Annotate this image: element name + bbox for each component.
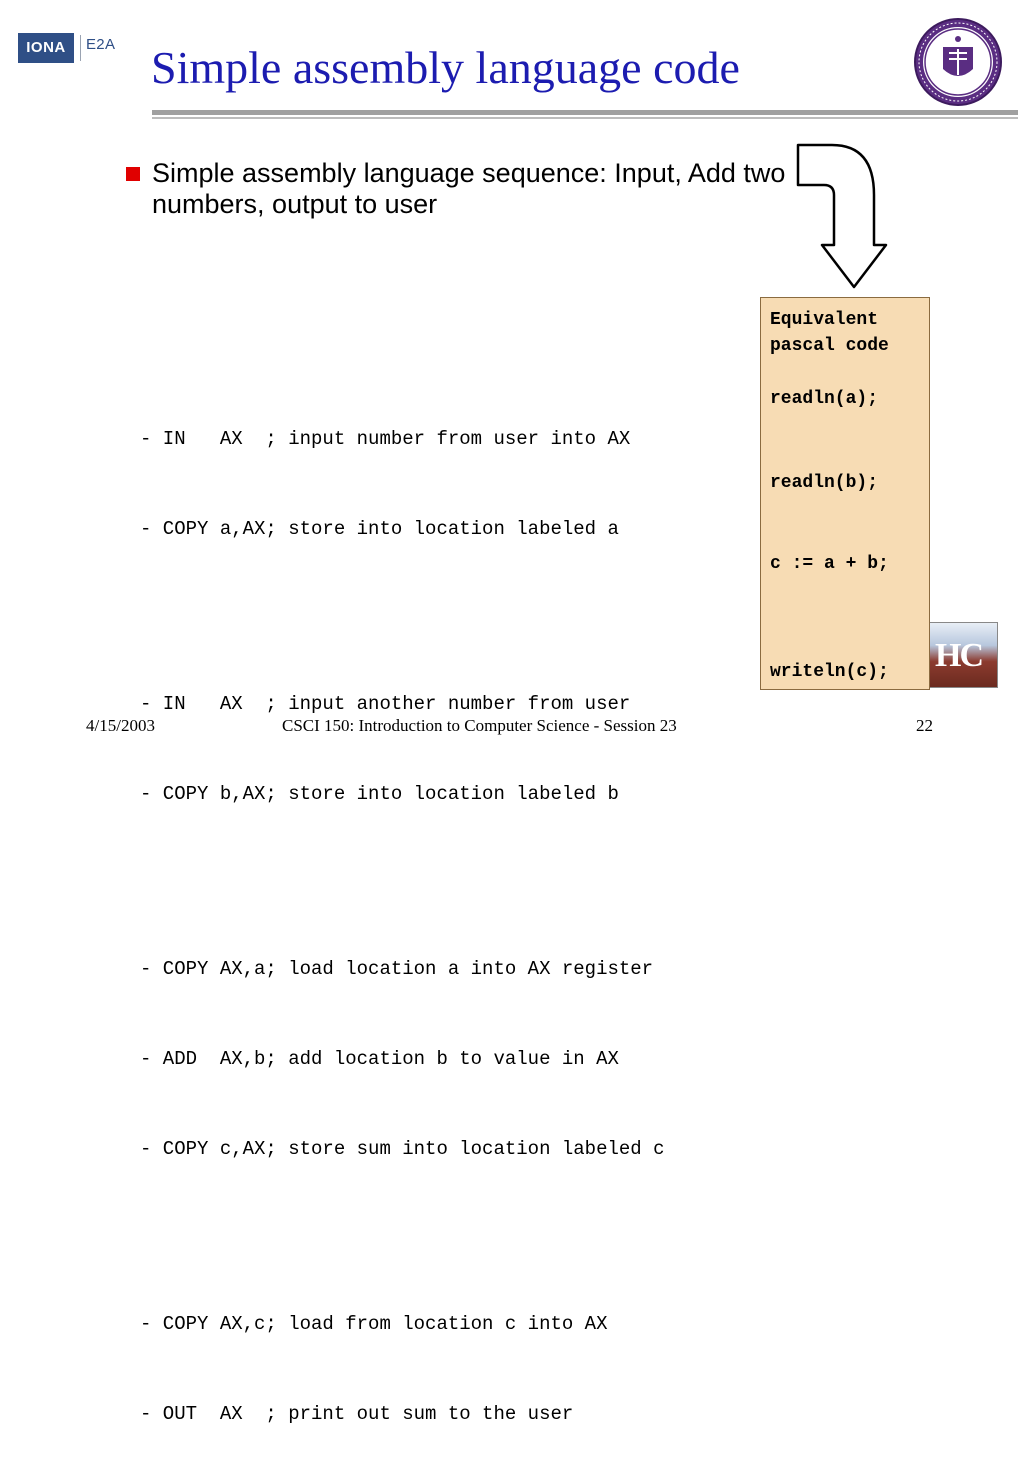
pascal-code-line: writeln(c); [770,662,889,682]
logo-divider [80,35,81,61]
title-rule [152,110,1018,115]
e2a-logo: E2A [86,36,116,53]
code-blank-line [140,1224,665,1249]
code-line: - COPY b,AX; store into location labeled b [140,783,619,805]
pascal-code-line: readln(a); [770,389,879,409]
pascal-code-line: readln(b); [770,473,879,493]
code-line: - IN AX ; input number from user into AX [140,428,631,450]
assembly-code-block [140,364,665,1459]
footer-date: 4/15/2003 [86,716,155,735]
code-blank-line [140,604,665,629]
hc-logo-text: HC [935,637,982,674]
code-line: - IN AX ; input another number from user [140,693,631,715]
code-line: - ADD AX,b; add location b to value in AX [140,1048,619,1070]
college-seal-icon [913,17,1003,107]
code-line: - COPY AX,a; load location a into AX register [140,958,654,980]
footer-page-number: 22 [916,716,933,735]
pascal-code-line: c := a + b; [770,554,889,574]
iona-logo: IONA [18,33,74,63]
code-line: - COPY a,AX; store into location labeled a [140,518,619,540]
code-line: - OUT AX ; print out sum to the user [140,1403,574,1425]
pascal-heading-line: pascal code [770,336,889,356]
pascal-code-box [760,297,930,690]
bullet-square-icon [126,167,140,181]
code-line: - COPY c,AX; store sum into location labeled c [140,1138,665,1160]
code-blank-line [140,869,665,894]
pascal-heading-line: Equivalent [770,310,879,330]
title-rule-secondary [152,117,1018,119]
down-arrow-icon [794,140,894,290]
hc-logo-image [926,622,998,688]
code-line: - COPY AX,c; load from location c into AX [140,1313,608,1335]
footer-course-title: CSCI 150: Introduction to Computer Science - Session 23 [282,716,677,735]
slide-title: Simple assembly language code [151,42,740,93]
bullet-text: Simple assembly language sequence: Input, Add two numbers, output to user [152,158,786,219]
